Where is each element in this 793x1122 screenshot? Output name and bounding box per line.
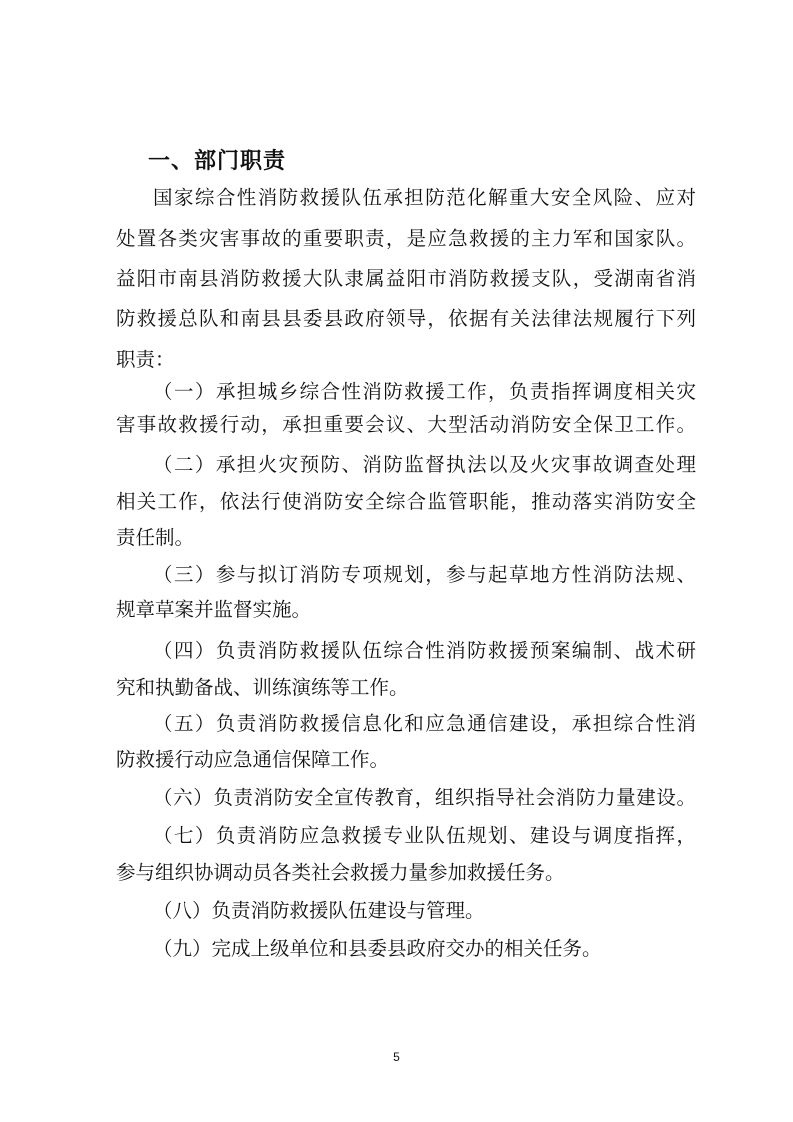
text-line: （二）承担火灾预防、消防监督执法以及火灾事故调查处理 (153, 453, 696, 476)
text-line: （四）负责消防救援队伍综合性消防救援预案编制、战术研 (153, 639, 696, 662)
text-line: 究和执勤备战、训练演练等工作。 (116, 676, 409, 699)
text-line: 益阳市南县消防救援大队隶属益阳市消防救援支队，受湖南省消 (116, 267, 696, 290)
text-line: （七）负责消防应急救援专业队伍规划、建设与调度指挥， (153, 824, 696, 847)
text-line: （一）承担城乡综合性消防救援工作，负责指挥调度相关灾 (153, 380, 696, 403)
section-heading: 一、部门职责 (148, 149, 287, 174)
text-line: 处置各类灾害事故的重要职责，是应急救援的主力军和国家队。 (116, 227, 696, 250)
text-line: 国家综合性消防救援队伍承担防范化解重大安全风险、应对 (153, 186, 696, 209)
page-number: 5 (393, 1050, 400, 1064)
text-line: 责任制。 (116, 526, 195, 549)
text-line: 规章草案并监督实施。 (116, 598, 312, 621)
text-line: （六）负责消防安全宣传教育，组织指导社会消防力量建设。 (153, 786, 696, 809)
text-line: （九）完成上级单位和县委县政府交办的相关任务。 (153, 937, 602, 960)
text-line: 防救援行动应急通信保障工作。 (116, 748, 390, 771)
text-line: 害事故救援行动，承担重要会议、大型活动消防安全保卫工作。 (116, 413, 696, 436)
text-line: 参与组织协调动员各类社会救援力量参加救援任务。 (116, 861, 565, 884)
text-line: （五）负责消防救援信息化和应急通信建设，承担综合性消 (153, 712, 696, 735)
text-line: （八）负责消防救援队伍建设与管理。 (153, 899, 485, 922)
text-line: （三）参与拟订消防专项规划，参与起草地方性消防法规、 (153, 563, 696, 586)
text-line: 防救援总队和南县县委县政府领导，依据有关法律法规履行下列 (116, 307, 696, 330)
text-line: 相关工作，依法行使消防安全综合监管职能，推动落实消防安全 (116, 490, 696, 513)
text-line: 职责： (116, 348, 175, 371)
